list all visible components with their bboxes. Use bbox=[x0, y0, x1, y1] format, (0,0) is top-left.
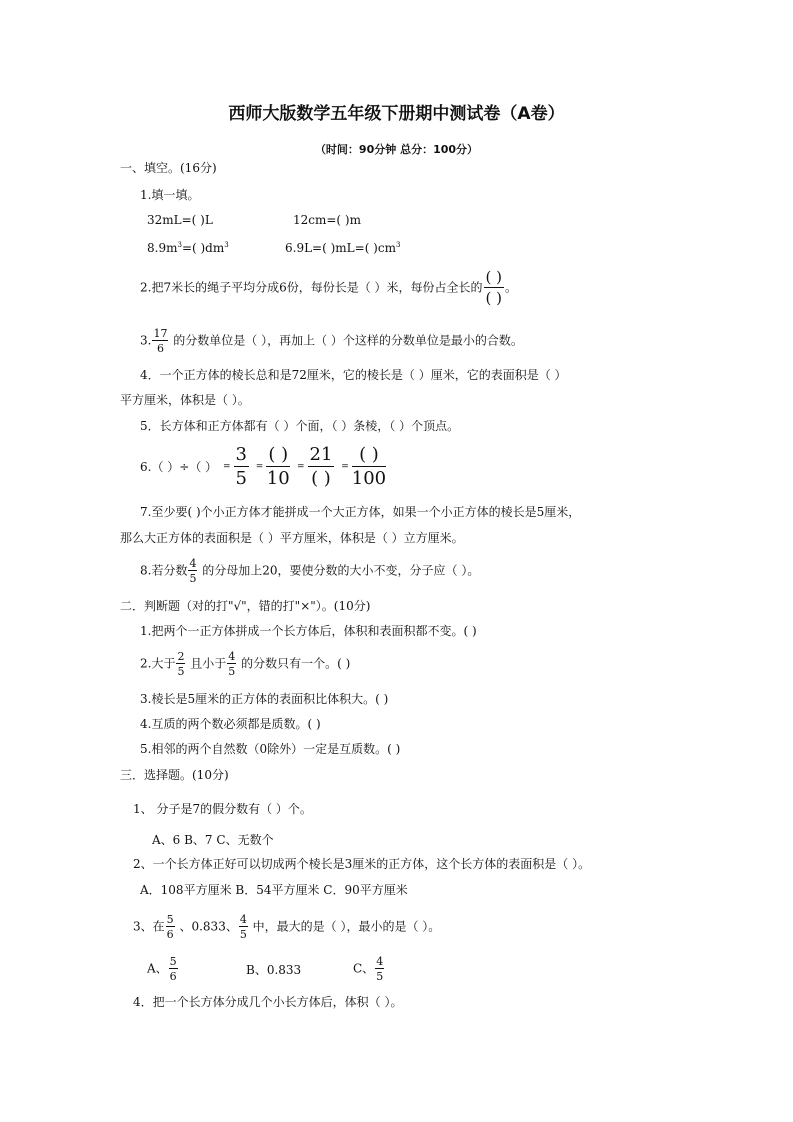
section-2-heading: 二．判断题（对的打"√"，错的打"×"）。(10分) bbox=[120, 599, 371, 613]
s1-q1-label: 1.填一填。 bbox=[140, 188, 200, 202]
s1-q4-line1: 4．一个正方体的棱长总和是72厘米，它的棱长是（ ）厘米，它的表面积是（ ） bbox=[140, 368, 567, 382]
s1-q1-b: 12cm=( )m bbox=[293, 213, 361, 227]
s3-q4: 4．把一个长方体分成几个小长方体后，体积（ ）。 bbox=[133, 995, 403, 1009]
s2-q1: 1.把两个一正方体拼成一个长方体后，体积和表面积都不变。( ) bbox=[140, 624, 477, 638]
page-title: 西师大版数学五年级下册期中测试卷（A卷） bbox=[228, 104, 565, 124]
s3-q3-option-c: C、 $\frac{4}{5}$ bbox=[353, 955, 384, 983]
s1-q7-line2: 那么大正方体的表面积是（ ）平方厘米，体积是（ ）立方厘米。 bbox=[120, 531, 464, 545]
s1-q3: 3. $\frac{17}{6}$ 的分数单位是（ ），再加上（ ）个这样的分数单位是最小的合数。 bbox=[140, 327, 523, 355]
s1-q6: 6.（ ）÷（ ） = $\frac{3}{5}$ = ( ) 10 = 21 ( ) = ( ) 100 bbox=[140, 444, 387, 489]
section-1-heading: 一、填空。(16分) bbox=[120, 161, 217, 175]
s1-q1-a: 32mL=( )L bbox=[147, 213, 213, 227]
s1-q2: 2.把7米长的绳子平均分成6份，每份长是（ ）米，每份占全长的 ( ) ( ) 。 bbox=[140, 268, 518, 307]
s3-q2-options: A．108平方厘米 B．54平方厘米 C．90平方厘米 bbox=[140, 883, 408, 897]
s2-q5: 5.相邻的两个自然数（0除外）一定是互质数。( ) bbox=[140, 742, 401, 756]
s3-q3: 3、在 $\frac{5}{6}$ 、0.833、 $\frac{4}{5}$ 中，最大的是（ ），最小的是（ ）。 bbox=[133, 913, 441, 941]
s1-q7-line1: 7.至少要( )个小正方体才能拼成一个大正方体，如果一个小正方体的棱长是5厘米， bbox=[140, 505, 581, 519]
s1-q8: 8.若分数 $\frac{4}{5}$ 的分母加上20，要使分数的大小不变，分子应（ ）。 bbox=[140, 557, 480, 585]
s1-q4-line2: 平方厘米，体积是（ ）。 bbox=[120, 393, 250, 407]
s3-q2: 2、一个长方体正好可以切成两个棱长是3厘米的正方体，这个长方体的表面积是（ ）。 bbox=[133, 857, 591, 871]
s3-q3-option-a: A、 $\frac{5}{6}$ bbox=[147, 955, 177, 983]
s3-q1: 1、 分子是7的假分数有（ ）个。 bbox=[133, 802, 312, 816]
s2-q4: 4.互质的两个数必须都是质数。( ) bbox=[140, 717, 321, 731]
s2-q2: 2.大于 $\frac{2}{5}$ 且小于 $\frac{4}{5}$ 的分数只有一个。( ) bbox=[140, 650, 351, 678]
s1-q1-c: $8.9m^3=$( )$dm^3$ bbox=[147, 241, 229, 255]
s3-q3-option-b: B、0.833 bbox=[246, 963, 302, 977]
page-subtitle: （时间：90分钟 总分：100分） bbox=[314, 143, 479, 156]
s3-q1-options: A、6 B、7 C、无数个 bbox=[152, 833, 274, 847]
s2-q3: 3.棱长是5厘米的正方体的表面积比体积大。( ) bbox=[140, 692, 389, 706]
s1-q5: 5．长方体和正方体都有（ ）个面，（ ）条棱，（ ）个顶点。 bbox=[140, 419, 460, 433]
section-3-heading: 三．选择题。(10分) bbox=[120, 768, 229, 782]
s1-q1-d: 6.9L=( )mL=( )$cm^3$ bbox=[285, 241, 401, 255]
